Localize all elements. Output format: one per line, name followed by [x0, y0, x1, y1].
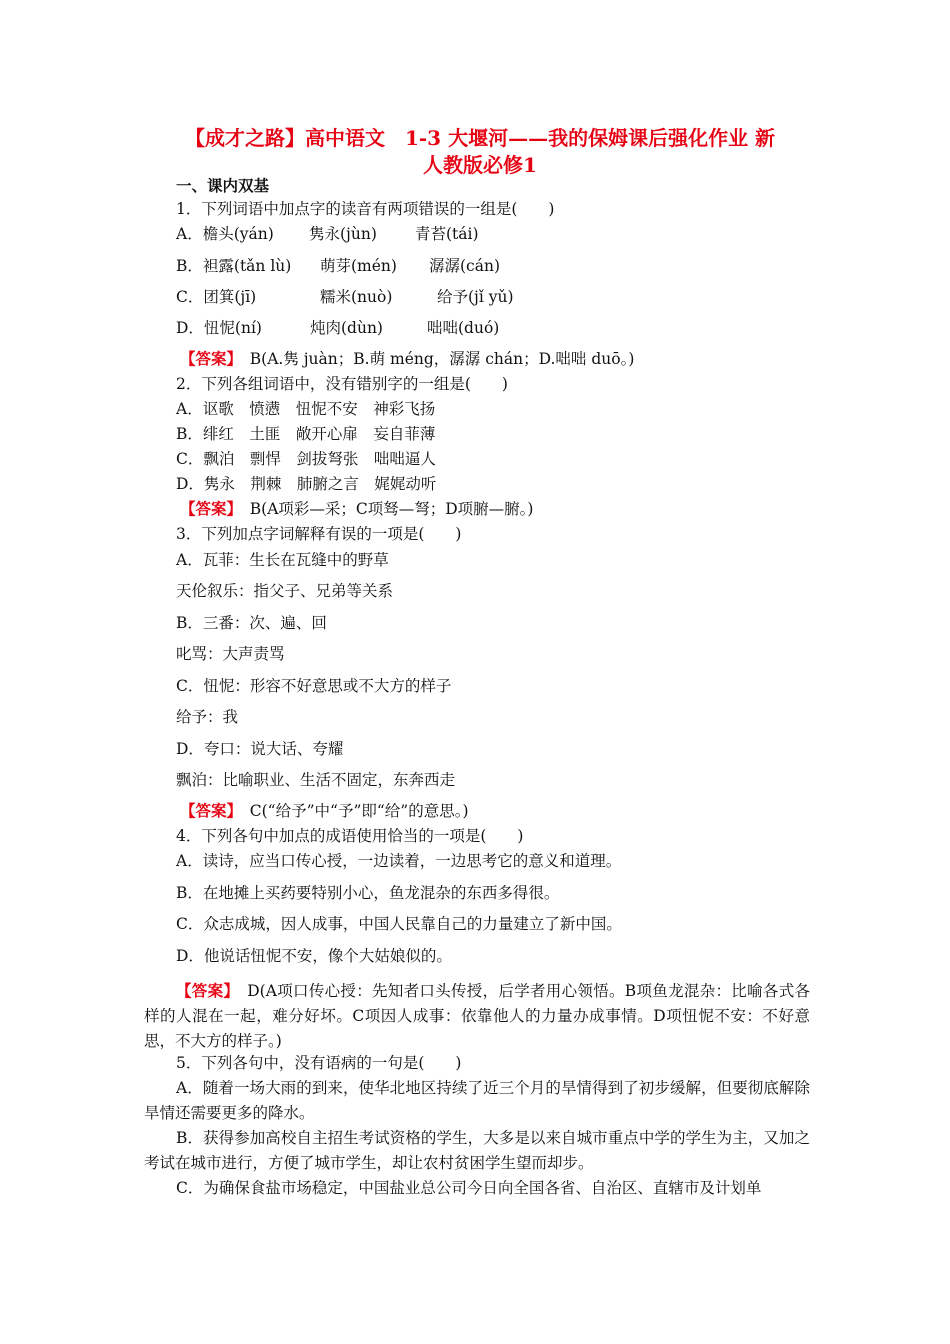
q4-answer: 【答案】 D(A项口传心授：先知者口头传授，后学者用心领悟。B项鱼龙混杂：比喻各式各样的人混在一起，难分好坏。C项因人成事：依靠他人的力量办成事情。D项忸怩不安：不好意思，不大方的样子。) [144, 981, 810, 1050]
q1-stem: 1．下列词语中加点字的读音有两项错误的一组是( ) [176, 200, 555, 218]
q1-option-a: A．檐头(yán) 隽永(jùn) 青苔(tái) [176, 225, 479, 243]
q1-option-d: D．忸怩(ní) 炖肉(dùn) 咄咄(duó) [176, 319, 500, 337]
document-title [140, 125, 820, 179]
q4-option-d: D．他说话忸怩不安，像个大姑娘似的。 [176, 947, 452, 965]
q2-stem: 2．下列各组词语中，没有错别字的一组是( ) [176, 375, 508, 393]
q1-answer: 【答案】 B(A.隽 juàn；B.萌 méng，潺潺 chán；D.咄咄 duō。) [180, 349, 635, 368]
q5-option-c: C．为确保食盐市场稳定，中国盐业总公司今日向全国各省、自治区、直辖市及计划单 [176, 1179, 762, 1197]
q3-line-c2: 给予：我 [176, 708, 239, 726]
q2-option-b: B．绯红 土匪 敞开心扉 妄自菲薄 [176, 425, 436, 443]
q3-stem: 3．下列加点字词解释有误的一项是( ) [176, 525, 462, 543]
q2-option-c: C．飘泊 剽悍 剑拔弩张 咄咄逼人 [176, 450, 436, 468]
q2-answer: 【答案】 B(A项彩—采；C项驽—弩；D项腑—腑。) [180, 499, 534, 518]
q3-line-b: B．三番：次、遍、回 [176, 614, 327, 632]
q4-option-b: B．在地摊上买药要特别小心，鱼龙混杂的东西多得很。 [176, 884, 560, 902]
answer-tag: 【答案】 [180, 801, 235, 820]
answer-tag: 【答案】 [176, 981, 232, 1000]
q3-line-d: D．夸口：说大话、夸耀 [176, 740, 344, 758]
q3-answer: 【答案】 C(“给予”中“予”即“给”的意思。) [180, 801, 469, 820]
q3-line-a2: 天伦叙乐：指父子、兄弟等关系 [176, 582, 394, 600]
q4-option-c: C．众志成城，因人成事，中国人民靠自己的力量建立了新中国。 [176, 915, 622, 933]
q3-line-a: A．瓦菲：生长在瓦缝中的野草 [176, 551, 389, 569]
q2-option-d: D．隽永 荆棘 肺腑之言 娓娓动听 [176, 475, 437, 493]
q5-option-a: A．随着一场大雨的到来，使华北地区持续了近三个月的旱情得到了初步缓解，但要彻底解除旱情还需要更多的降水。 [144, 1079, 810, 1122]
q3-line-b2: 叱骂：大声责骂 [176, 645, 285, 663]
q1-option-c: C．团箕(jī) 糯米(nuò) 给予(jǐ yǔ) [176, 288, 514, 306]
q4-stem: 4．下列各句中加点的成语使用恰当的一项是( ) [176, 827, 524, 845]
title-line-1: 【成才之路】高中语文 1-3 大堰河——我的保姆课后强化作业 新 [184, 126, 776, 150]
answer-tag: 【答案】 [180, 349, 235, 368]
title-line-2: 人教版必修1 [423, 153, 537, 177]
q4-option-a: A．读诗，应当口传心授，一边读着，一边思考它的意义和道理。 [176, 852, 622, 870]
q3-line-c: C．忸怩：形容不好意思或不大方的样子 [176, 677, 452, 695]
q3-line-d2: 飘泊：比喻职业、生活不固定，东奔西走 [176, 771, 456, 789]
q5-stem: 5．下列各句中，没有语病的一句是( ) [176, 1054, 462, 1072]
q5-option-b: B．获得参加高校自主招生考试资格的学生，大多是以来自城市重点中学的学生为主，又加之考试在城市进行，方便了城市学生，却让农村贫困学生望而却步。 [144, 1129, 810, 1172]
answer-tag: 【答案】 [180, 499, 235, 518]
section-heading: 一、课内双基 [176, 176, 270, 195]
q1-option-b: B．袒露(tǎn lù) 萌芽(mén) 潺潺(cán) [176, 257, 500, 275]
q2-option-a: A．讴歌 愤懑 忸怩不安 神彩飞扬 [176, 400, 436, 418]
